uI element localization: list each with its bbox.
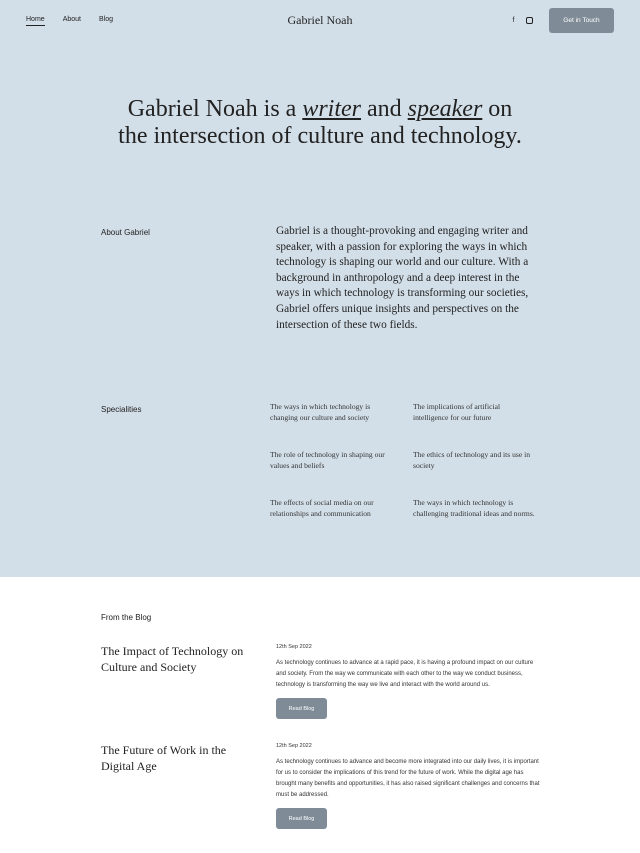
instagram-icon[interactable] xyxy=(526,17,533,24)
hero-line-1 xyxy=(0,96,640,123)
get-in-touch-button[interactable]: Get in Touch xyxy=(549,8,614,33)
speciality-item: The effects of social media on our relationships and communication xyxy=(270,498,374,518)
speciality-item: The role of technology in shaping our values and beliefs xyxy=(270,450,385,470)
nav-about-link[interactable]: About xyxy=(62,16,81,23)
speciality-item: The ways in which technology is changing our culture and society xyxy=(270,402,371,422)
nav-home-link[interactable]: Home xyxy=(26,16,45,26)
blog-post-excerpt: As technology continues to advance and become more integrated into our daily lives, it is important for us to consider the implications of this trend for the future of work. While the digital age has brought many benefits and opportunities, it has also raised significant challenges and concerns that must be addressed. xyxy=(276,759,540,798)
hero-writer: writer xyxy=(302,96,361,122)
about-text: Gabriel is a thought-provoking and engaging writer and speaker, with a passion for exploring the ways in which technology is shaping our world and our culture. With a background in anthropology and a deep interest in the ways in which technology is transforming our societies, Gabriel offers unique insights and perspectives on the intersection of these two fields. xyxy=(276,225,529,331)
speciality-item: The implications of artificial intelligence for our future xyxy=(413,402,501,422)
hero-text-2: and xyxy=(361,96,408,122)
hero-speaker: speaker xyxy=(407,96,483,122)
hero-text-1: Gabriel Noah is a xyxy=(127,96,303,122)
blog-post-excerpt: As technology continues to advance at a rapid pace, it is having a profound impact on our culture and society. From the way we communicate with each other to the way we conduct business, technology is transforming the way we live and interact with the world around us. xyxy=(276,660,534,688)
specialities-label: Specialities xyxy=(101,405,142,414)
blog-label: From the Blog xyxy=(101,613,152,622)
hero-line-2: the intersection of culture and technology. xyxy=(118,123,522,149)
hero-text-3: on xyxy=(482,96,513,122)
social-links xyxy=(510,17,533,24)
blog-post-title[interactable]: The Future of Work in the Digital Age xyxy=(101,743,227,773)
site-logo[interactable]: Gabriel Noah xyxy=(287,13,353,27)
blog-section xyxy=(0,577,640,853)
blog-post-date: 12th Sep 2022 xyxy=(276,743,312,749)
read-blog-button[interactable]: Read Blog xyxy=(276,698,327,719)
about-label: About Gabriel xyxy=(101,228,150,237)
read-blog-button[interactable]: Read Blog xyxy=(276,808,327,829)
facebook-icon[interactable]: f xyxy=(512,17,515,24)
blog-post-title[interactable]: The Impact of Technology on Culture and Society xyxy=(101,644,244,674)
hero-headline xyxy=(0,96,640,150)
nav-blog-link[interactable]: Blog xyxy=(98,16,113,23)
speciality-item: The ways in which technology is challenging traditional ideas and norms. xyxy=(413,498,535,518)
blog-post-date: 12th Sep 2022 xyxy=(276,644,312,650)
speciality-item: The ethics of technology and its use in society xyxy=(413,450,531,470)
